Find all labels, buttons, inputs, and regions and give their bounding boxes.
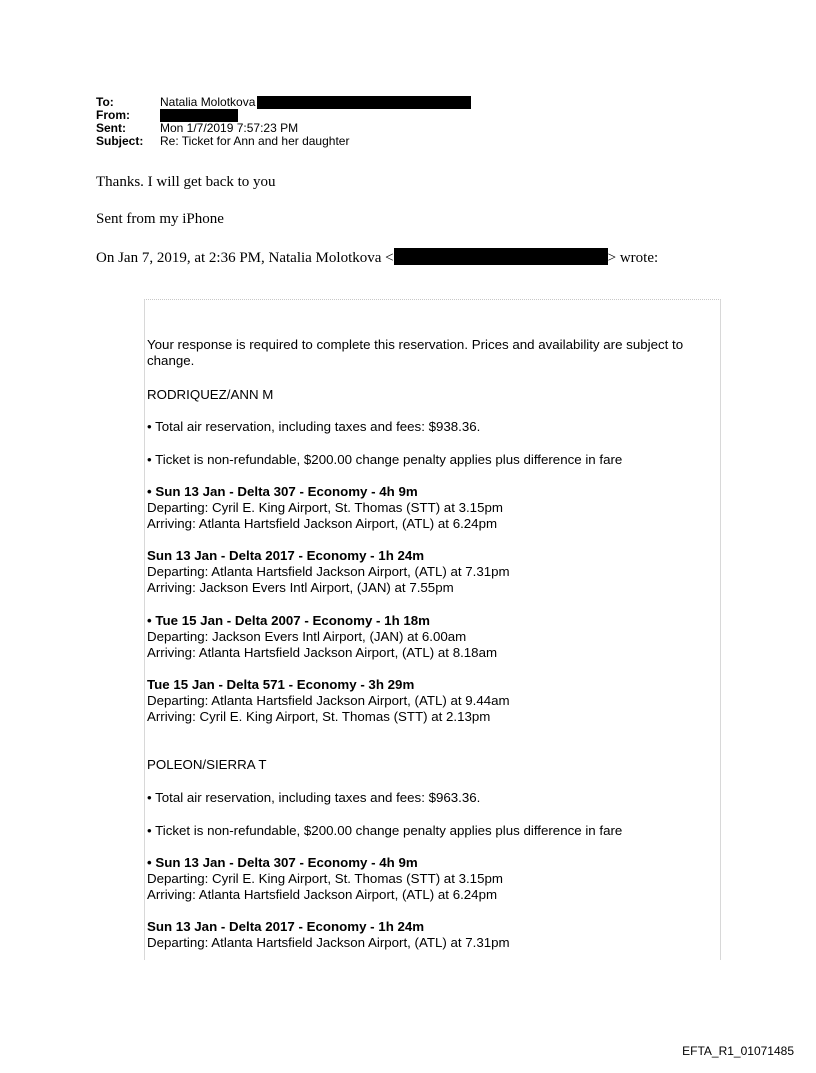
sent-label: Sent: (96, 121, 126, 135)
flight-title: Tue 15 Jan - Delta 571 - Economy - 3h 29m (147, 677, 415, 692)
reply-line: Thanks. I will get back to you (96, 174, 276, 190)
flight-departing: Departing: Jackson Evers Intl Airport, (JAN) at 6.00am (147, 629, 467, 644)
total-line: • Total air reservation, including taxes and fees: $963.36. (147, 790, 481, 805)
redaction-bar (257, 96, 471, 109)
flight-arriving: Arriving: Cyril E. King Airport, St. Thomas (STT) at 2.13pm (147, 709, 491, 724)
to-value: Natalia Molotkova (160, 95, 256, 109)
sent-value: Mon 1/7/2019 7:57:23 PM (160, 121, 299, 135)
ticket-line: • Ticket is non-refundable, $200.00 change penalty applies plus difference in fare (147, 823, 623, 838)
flight-block (147, 484, 719, 532)
flight-arriving: Arriving: Jackson Evers Intl Airport, (JAN) at 7.55pm (147, 580, 454, 595)
flight-departing: Departing: Cyril E. King Airport, St. Thomas (STT) at 3.15pm (147, 871, 503, 886)
to-label: To: (96, 95, 114, 109)
flight-arriving: Arriving: Atlanta Hartsfield Jackson Airport, (ATL) at 6.24pm (147, 516, 498, 531)
subject-label: Subject: (96, 134, 144, 148)
flight-departing: Departing: Atlanta Hartsfield Jackson Airport, (ATL) at 9.44am (147, 693, 510, 708)
flight-block (147, 919, 719, 951)
flight-departing: Departing: Cyril E. King Airport, St. Thomas (STT) at 3.15pm (147, 500, 503, 515)
from-label: From: (96, 108, 130, 122)
redaction-bar (394, 248, 608, 265)
flight-block (147, 548, 719, 596)
quote-intro-text: On Jan 7, 2019, at 2:36 PM, Natalia Molotkova < (96, 250, 394, 266)
flight-block (147, 855, 719, 903)
flight-block (147, 677, 719, 725)
flight-title: • Sun 13 Jan - Delta 307 - Economy - 4h 9m (147, 484, 418, 499)
signature-line: Sent from my iPhone (96, 211, 224, 227)
flight-title: • Sun 13 Jan - Delta 307 - Economy - 4h 9m (147, 855, 418, 870)
total-line: • Total air reservation, including taxes and fees: $938.36. (147, 419, 481, 434)
flight-title: Sun 13 Jan - Delta 2017 - Economy - 1h 24m (147, 548, 425, 563)
email-header (96, 96, 471, 148)
flight-block (147, 613, 719, 661)
reservation-intro: Your response is required to complete this reservation. Prices and availability are subject to change. (147, 337, 684, 368)
flight-arriving: Arriving: Atlanta Hartsfield Jackson Airport, (ATL) at 8.18am (147, 645, 498, 660)
passenger-name: POLEON/SIERRA T (147, 757, 267, 772)
quote-intro-end: > wrote: (607, 250, 659, 266)
to-row (96, 96, 471, 109)
document-id: EFTA_R1_01071485 (682, 1044, 794, 1058)
passenger-name: RODRIQUEZ/ANN M (147, 387, 274, 402)
subject-value: Re: Ticket for Ann and her daughter (160, 134, 350, 148)
flight-title: • Tue 15 Jan - Delta 2007 - Economy - 1h 18m (147, 613, 431, 628)
flight-arriving: Arriving: Atlanta Hartsfield Jackson Airport, (ATL) at 6.24pm (147, 887, 498, 902)
flight-title: Sun 13 Jan - Delta 2017 - Economy - 1h 24m (147, 919, 425, 934)
ticket-line: • Ticket is non-refundable, $200.00 change penalty applies plus difference in fare (147, 452, 623, 467)
flight-departing: Departing: Atlanta Hartsfield Jackson Airport, (ATL) at 7.31pm (147, 935, 510, 950)
subject-row (96, 135, 471, 148)
flight-departing: Departing: Atlanta Hartsfield Jackson Airport, (ATL) at 7.31pm (147, 564, 510, 579)
quoted-message (144, 299, 721, 960)
quote-intro (96, 248, 658, 267)
